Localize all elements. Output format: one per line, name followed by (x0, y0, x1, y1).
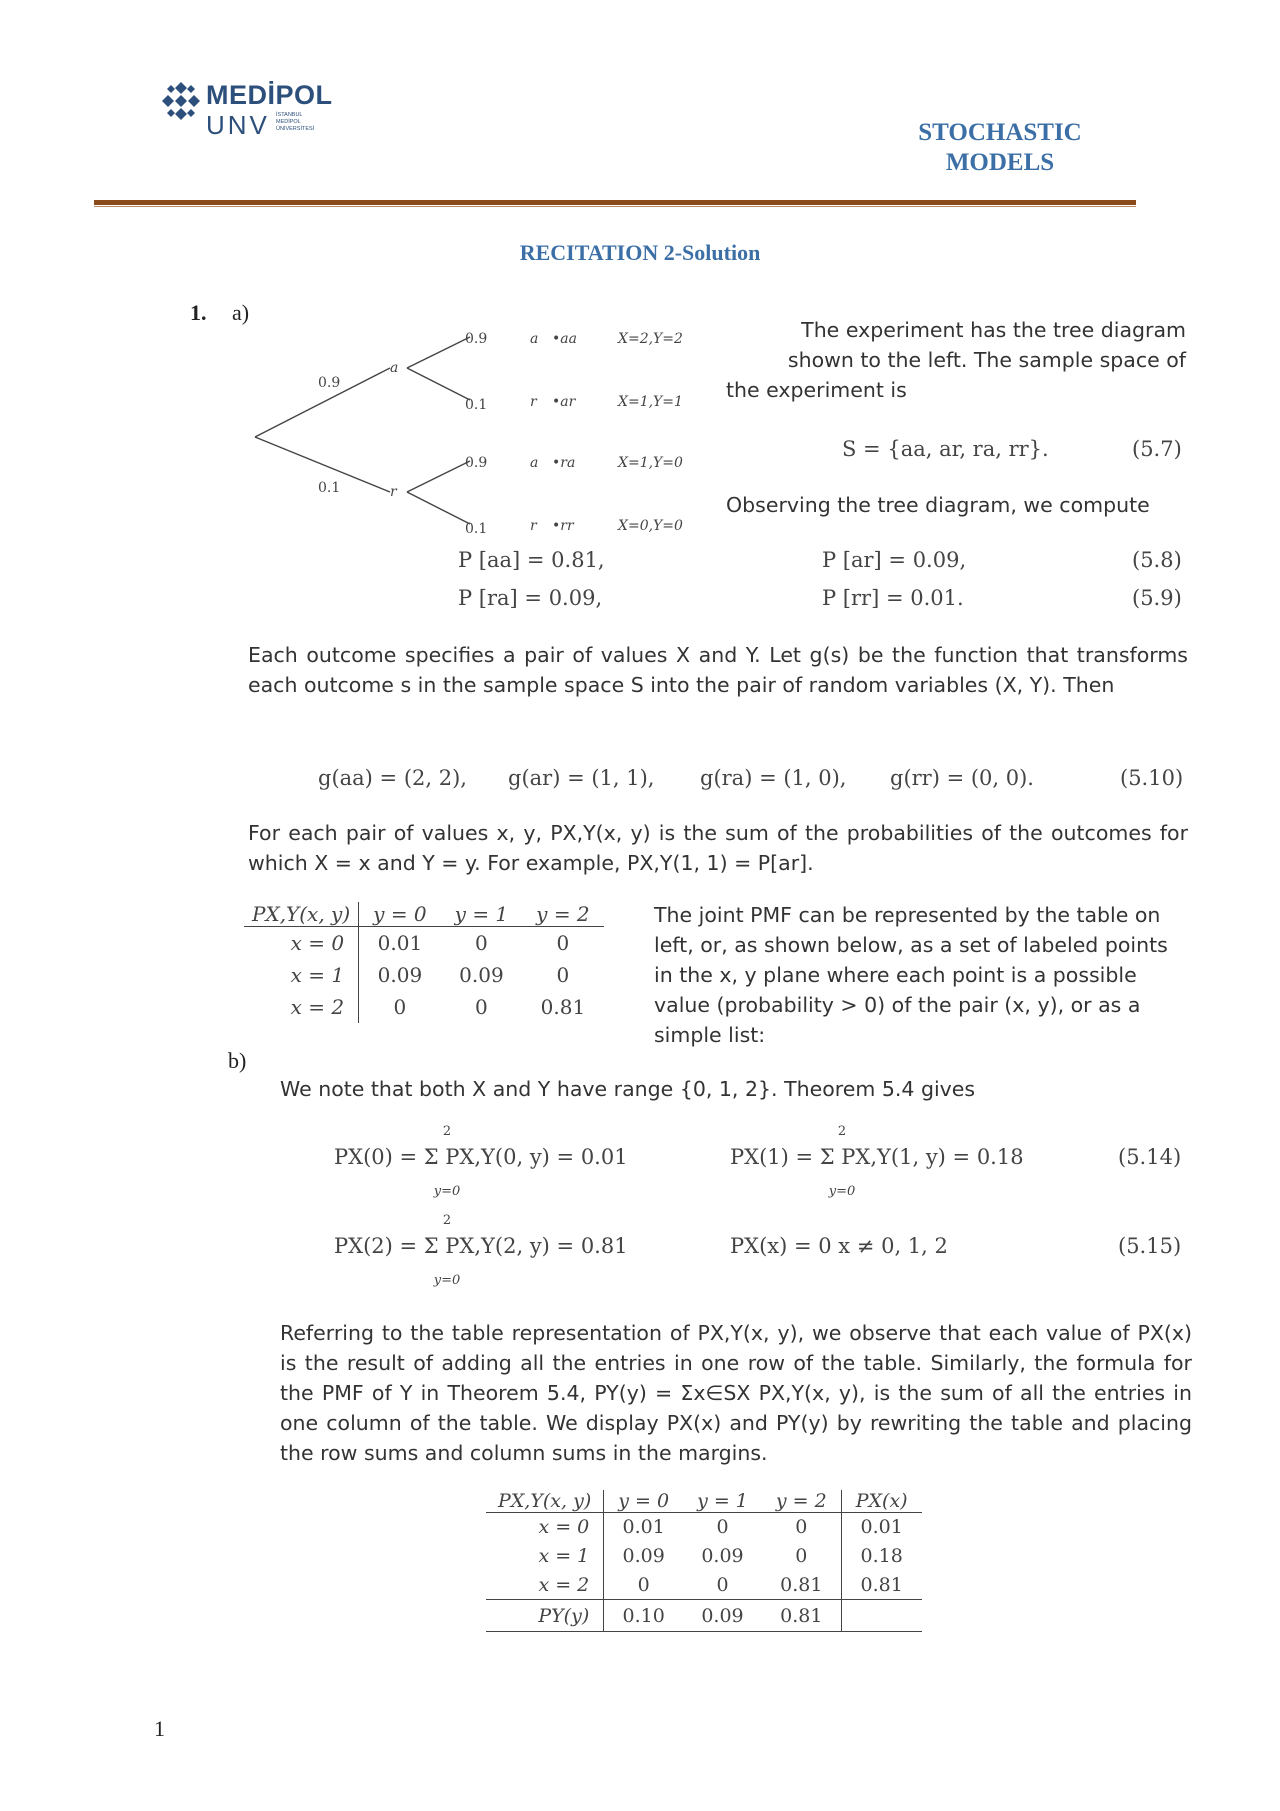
footer-cell: 0.81 (780, 1604, 823, 1627)
outcome-paragraph: Each outcome specifies a pair of values X and Y. Let g(s) be the function that transforms each outcome s in the sample space S into the pair of random variables (X, Y). Then (248, 643, 1188, 697)
logo-name: MEDİPOL (206, 80, 333, 110)
table-cell: 0 (556, 930, 570, 955)
leaf-label-aa: a (530, 331, 539, 347)
marginal-px0: PX(0) = Σ PX,Y(0, y) = 0.01 (334, 1145, 628, 1169)
prob-aa: P [aa] = 0.81, (458, 548, 605, 572)
outcome-aa: •aa (552, 331, 577, 347)
margin-column-header: PX(x) (841, 1490, 921, 1513)
table-row (486, 1542, 922, 1571)
branch-label-a: a (390, 360, 399, 376)
value-ar: X=1,Y=1 (618, 394, 683, 410)
table-cell: 0 (475, 930, 488, 955)
branch-prob-r: 0.1 (318, 480, 341, 496)
table-row (244, 991, 604, 1023)
header-divider-thin (94, 206, 1136, 207)
outcome-rr: •rr (552, 518, 574, 534)
leaf-prob-aa: 0.9 (465, 331, 488, 347)
equation-number-5-14: (5.14) (1118, 1145, 1182, 1169)
part-a-label: a) (232, 300, 250, 325)
marginal-pmf-table (486, 1490, 922, 1632)
footer-cell: 0.09 (701, 1604, 744, 1627)
table-cell: 0 (716, 1516, 729, 1539)
marginal-px-other: PX(x) = 0 x ≠ 0, 1, 2 (730, 1234, 948, 1258)
column-header: y = 0 (618, 1490, 670, 1512)
table-cell: 0.81 (540, 994, 586, 1019)
outcome-ar: •ar (552, 394, 576, 410)
sum-lower-limit: y=0 (828, 1184, 856, 1199)
column-header: y = 1 (697, 1490, 748, 1512)
value-ra: X=1,Y=0 (618, 455, 683, 471)
table-cell: 0 (716, 1573, 729, 1596)
margins-paragraph: Referring to the table representation of PX,Y(x, y), we observe that each value of PX(x) is the result of adding all the entries in one row of the table. Similarly, the formula for the PMF of Y in Theorem 5.4, PY(y) = Σx∈SX PX,Y(x, y), is the sum of all the entries in one column of the table. We display PX(x) and PY(y) by rewriting the table and placing the row sums and column sums in the margins. (280, 1321, 1192, 1465)
margin-cell: 0.18 (841, 1542, 921, 1571)
leaf-label-ar: r (530, 394, 537, 410)
g-ar: g(ar) = (1, 1), (508, 766, 655, 790)
table-corner: PX,Y(x, y) (486, 1490, 604, 1513)
observe-text: Observing the tree diagram, we compute (726, 493, 1150, 517)
equation-number-5-10: (5.10) (1120, 766, 1184, 790)
range-text: We note that both X and Y have range {0, 1, 2}. Theorem 5.4 gives (280, 1077, 976, 1101)
outcome-ra: •ra (552, 455, 576, 471)
sum-lower-limit: y=0 (433, 1184, 461, 1199)
question-number: 1. (190, 300, 207, 325)
row-label: x = 2 (486, 1571, 604, 1600)
part-b-label: b) (228, 1048, 247, 1073)
joint-pmf-table (244, 902, 604, 1023)
page-number: 1 (154, 1716, 165, 1741)
leaf-prob-ar: 0.1 (465, 397, 488, 413)
tree-diagram (250, 320, 720, 550)
row-label: x = 1 (486, 1542, 604, 1571)
table-cell: 0.09 (622, 1545, 665, 1567)
table-cell: 0.09 (701, 1545, 744, 1567)
table-row (244, 959, 604, 991)
table-description: The joint PMF can be represented by the table on left, or, as shown below, as a set of labeled points in the x, y plane where each point is a possible value (probability > 0) of the pair (x, y), or as a simple list: (654, 903, 1168, 1047)
prob-rr: P [rr] = 0.01. (822, 586, 964, 610)
table-cell: 0.01 (377, 930, 423, 955)
value-aa: X=2,Y=2 (618, 331, 683, 347)
row-label: x = 1 (244, 959, 359, 991)
header-divider (94, 200, 1136, 205)
table-footer-row (486, 1600, 922, 1632)
table-row (244, 927, 604, 959)
footer-cell: 0.10 (622, 1604, 665, 1627)
table-cell: 0 (475, 994, 488, 1019)
marginal-px1: PX(1) = Σ PX,Y(1, y) = 0.18 (730, 1145, 1024, 1169)
equation-number-5-15: (5.15) (1118, 1234, 1182, 1258)
g-rr: g(rr) = (0, 0). (890, 766, 1034, 790)
table-cell: 0.81 (780, 1573, 823, 1596)
row-label: x = 0 (486, 1513, 604, 1542)
sample-space-equation: S = {aa, ar, ra, rr}. (842, 437, 1049, 461)
branch-prob-a: 0.9 (318, 375, 341, 391)
column-header: y = 2 (775, 1490, 827, 1512)
table-cell: 0.09 (459, 962, 504, 987)
table-cell: 0.01 (622, 1516, 665, 1539)
leaf-label-rr: r (530, 518, 537, 534)
table-cell: 0 (393, 994, 407, 1019)
sum-upper-limit: 2 (442, 1213, 452, 1228)
medipol-logo-mark-icon (160, 80, 202, 122)
intro-text: The experiment has the tree diagram shown to the left. The sample space of the experiment is (726, 318, 1186, 402)
g-ra: g(ra) = (1, 0), (700, 766, 847, 790)
row-label: x = 2 (244, 991, 359, 1023)
table-cell: 0 (795, 1545, 808, 1567)
sum-lower-limit: y=0 (433, 1273, 461, 1288)
column-header: y = 0 (373, 902, 427, 926)
footer-empty-cell (841, 1600, 921, 1632)
table-header-row (244, 902, 604, 927)
course-title: STOCHASTIC MODELS (918, 119, 1082, 176)
branch-label-r: r (390, 484, 397, 500)
pairs-paragraph: For each pair of values x, y, PX,Y(x, y) is the sum of the probabilities of the outcomes for which X = x and Y = y. For example, PX,Y(1, 1) = P[ar]. (248, 821, 1188, 875)
row-label: x = 0 (244, 927, 359, 959)
equation-number-5-9: (5.9) (1132, 586, 1182, 610)
table-cell: 0.09 (377, 962, 423, 987)
document-title: RECITATION 2-Solution (519, 240, 761, 265)
table-row (486, 1513, 922, 1542)
g-aa: g(aa) = (2, 2), (318, 766, 467, 790)
table-cell: 0 (637, 1573, 650, 1596)
table-cell: 0 (556, 962, 570, 987)
marginal-px2: PX(2) = Σ PX,Y(2, y) = 0.81 (334, 1234, 628, 1258)
leaf-prob-ra: 0.9 (465, 455, 488, 471)
sum-upper-limit: 2 (837, 1124, 847, 1139)
leaf-prob-rr: 0.1 (465, 521, 488, 537)
column-header: y = 1 (454, 902, 509, 926)
margin-cell: 0.01 (841, 1513, 921, 1542)
prob-ar: P [ar] = 0.09, (822, 548, 967, 572)
footer-label: PY(y) (486, 1600, 604, 1632)
equation-number-5-7: (5.7) (1132, 437, 1182, 461)
logo-unv: UNV (206, 110, 270, 140)
sum-upper-limit: 2 (442, 1124, 452, 1139)
logo-small-text: İSTANBUL MEDİPOL ÜNİVERSİTESİ (276, 112, 315, 132)
equation-number-5-8: (5.8) (1132, 548, 1182, 572)
leaf-label-ra: a (530, 455, 539, 471)
table-corner: PX,Y(x, y) (244, 902, 359, 927)
column-header: y = 2 (536, 902, 590, 926)
margin-cell: 0.81 (841, 1571, 921, 1600)
table-cell: 0 (795, 1516, 808, 1539)
value-rr: X=0,Y=0 (618, 518, 683, 534)
prob-ra: P [ra] = 0.09, (458, 586, 603, 610)
table-row (486, 1571, 922, 1600)
table-header-row (486, 1490, 922, 1513)
